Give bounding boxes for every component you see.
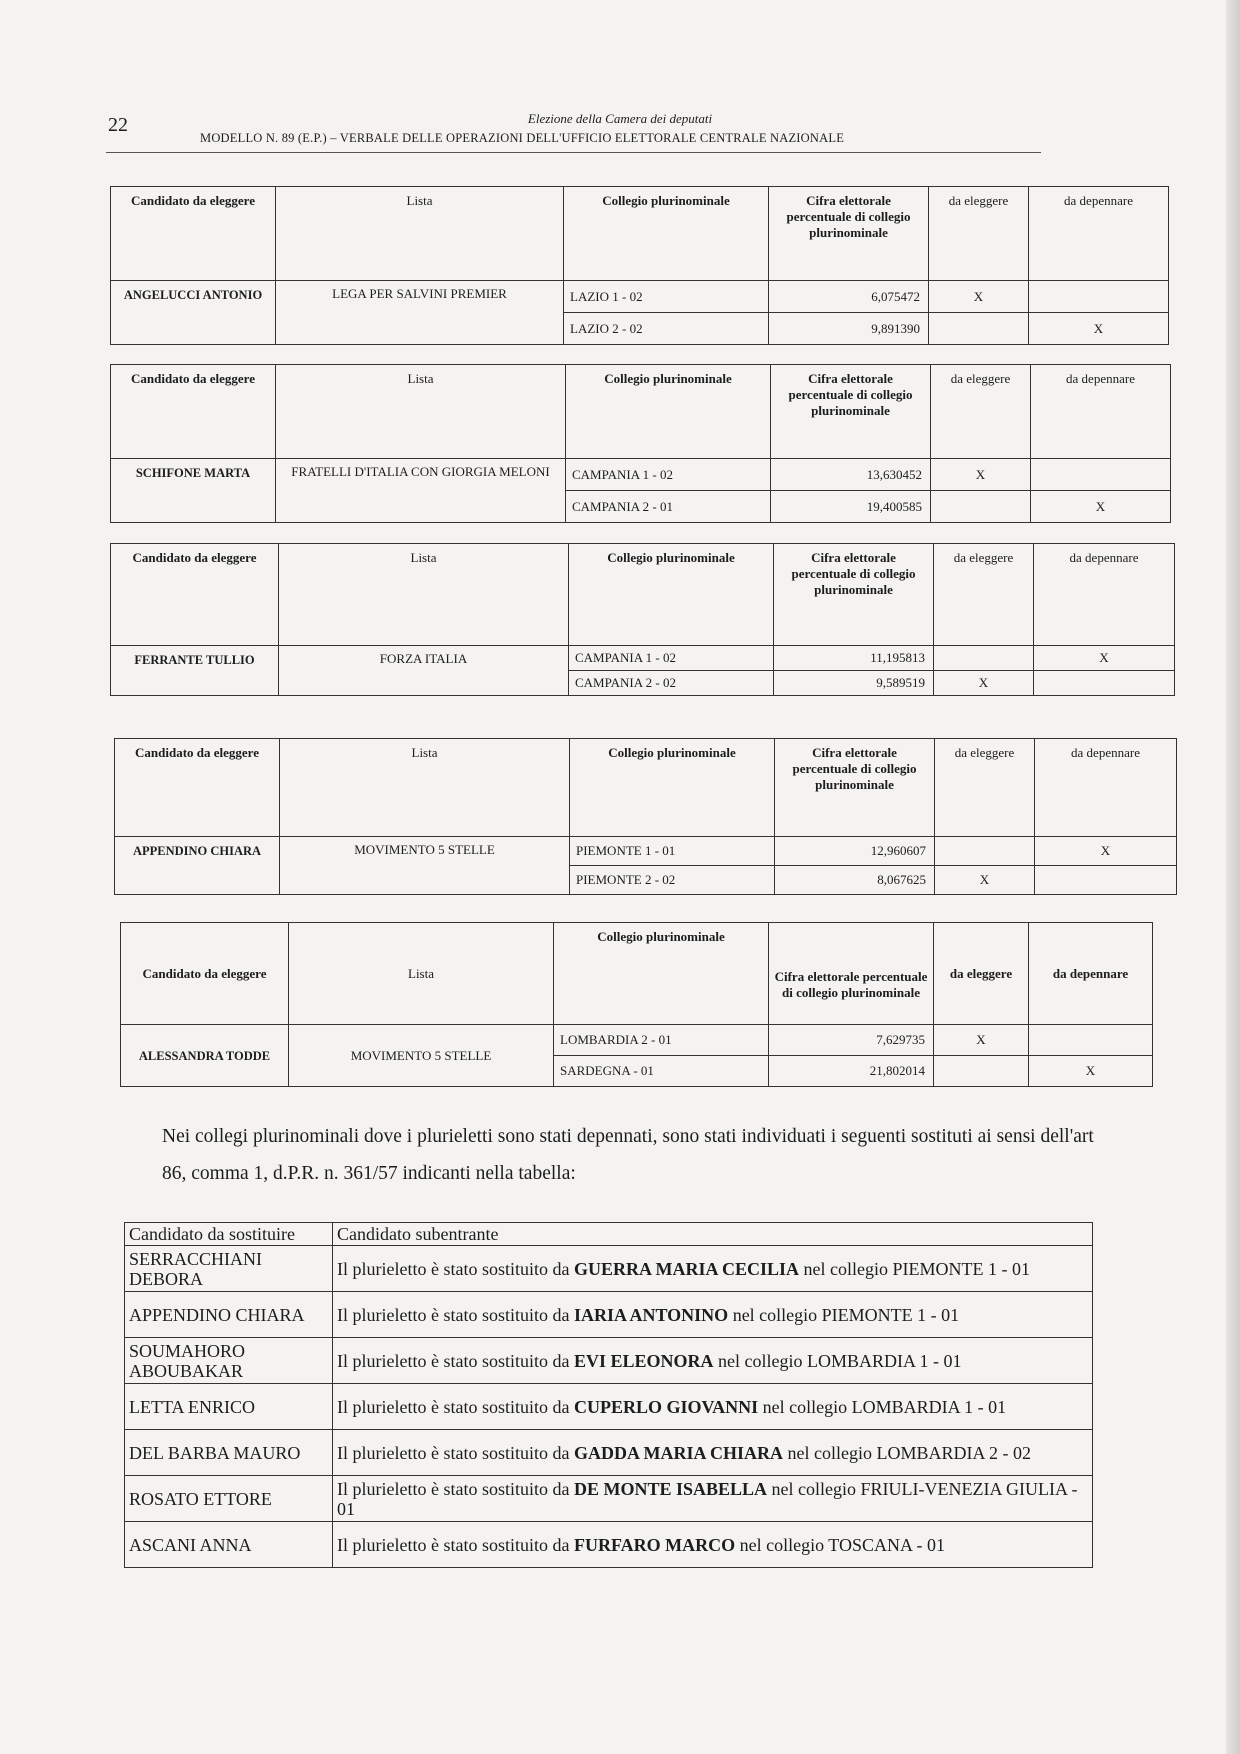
cifra-cell: 13,630452 — [771, 459, 931, 491]
cifra-cell: 21,802014 — [769, 1056, 934, 1087]
collegio-cell: PIEMONTE 2 - 02 — [570, 866, 775, 895]
replaced-candidate: LETTA ENRICO — [125, 1384, 333, 1430]
substitute-prefix: Il plurieletto è stato sostituito da — [337, 1258, 570, 1279]
table-row — [125, 1522, 1093, 1568]
col-eleggere: da eleggere — [934, 923, 1029, 1025]
col-candidato: Candidato da eleggere — [115, 739, 280, 837]
collegio-cell: LAZIO 1 - 02 — [564, 281, 769, 313]
col-collegio: Collegio plurinominale — [564, 187, 769, 281]
replaced-candidate: APPENDINO CHIARA — [125, 1292, 333, 1338]
cifra-cell: 9,589519 — [774, 671, 934, 696]
col-collegio: Collegio plurinominale — [566, 365, 771, 459]
candidate-table-5 — [120, 922, 1153, 1087]
eleggere-mark — [934, 1056, 1029, 1087]
col-cifra: Cifra elettorale percentuale di collegio plurinominale — [774, 544, 934, 646]
substitute-collegio: LOMBARDIA 2 - 02 — [876, 1442, 1031, 1463]
cifra-cell: 11,195813 — [774, 646, 934, 671]
collegio-connector: nel collegio — [803, 1258, 888, 1279]
col-collegio: Collegio plurinominale — [554, 923, 769, 1025]
depennare-mark — [1035, 866, 1177, 895]
replaced-candidate: SOUMAHORO ABOUBAKAR — [125, 1338, 333, 1384]
table-row — [125, 1246, 1093, 1292]
candidate-lista: FORZA ITALIA — [279, 646, 569, 696]
replaced-candidate: ASCANI ANNA — [125, 1522, 333, 1568]
substitute-name: EVI ELEONORA — [573, 1350, 714, 1371]
table-row — [125, 1384, 1093, 1430]
col-lista: Lista — [279, 544, 569, 646]
substitute-description — [333, 1430, 1093, 1476]
col-cifra: Cifra elettorale percentuale di collegio plurinominale — [775, 739, 935, 837]
substitute-collegio: PIEMONTE 1 - 01 — [821, 1304, 960, 1325]
col-candidato: Candidato da eleggere — [121, 923, 289, 1025]
candidate-name: ALESSANDRA TODDE — [121, 1025, 289, 1087]
substitute-description — [333, 1522, 1093, 1568]
cifra-cell: 9,891390 — [769, 313, 929, 345]
eleggere-mark — [934, 646, 1034, 671]
depennare-mark — [1029, 281, 1169, 313]
col-cifra: Cifra elettorale percentuale di collegio plurinominale — [769, 923, 934, 1025]
substitute-name: GUERRA MARIA CECILIA — [573, 1258, 799, 1279]
col-eleggere: da eleggere — [934, 544, 1034, 646]
col-depennare: da depennare — [1029, 187, 1169, 281]
collegio-cell: LOMBARDIA 2 - 01 — [554, 1025, 769, 1056]
candidate-name: SCHIFONE MARTA — [111, 459, 276, 523]
eleggere-mark: X — [931, 459, 1031, 491]
eleggere-mark — [935, 837, 1035, 866]
substitute-prefix: Il plurieletto è stato sostituito da — [337, 1442, 570, 1463]
replaced-candidate: DEL BARBA MAURO — [125, 1430, 333, 1476]
col-eleggere: da eleggere — [929, 187, 1029, 281]
candidate-table-3 — [110, 543, 1175, 696]
substitute-name: DE MONTE ISABELLA — [573, 1478, 768, 1499]
collegio-cell: CAMPANIA 2 - 01 — [566, 491, 771, 523]
depennare-mark: X — [1034, 646, 1175, 671]
substitute-name: CUPERLO GIOVANNI — [573, 1396, 759, 1417]
replaced-candidate: ROSATO ETTORE — [125, 1476, 333, 1522]
candidate-table-4 — [114, 738, 1177, 895]
col-collegio: Collegio plurinominale — [570, 739, 775, 837]
cifra-cell: 7,629735 — [769, 1025, 934, 1056]
collegio-connector: nel collegio — [771, 1478, 856, 1499]
page-edge-shadow — [1226, 0, 1240, 1754]
eleggere-mark: X — [934, 671, 1034, 696]
collegio-cell: SARDEGNA - 01 — [554, 1056, 769, 1087]
substitute-description — [333, 1246, 1093, 1292]
eleggere-mark: X — [934, 1025, 1029, 1056]
document-subtitle: MODELLO N. 89 (E.P.) – VERBALE DELLE OPERAZIONI DELL'UFFICIO ELETTORALE CENTRALE NAZIONALE — [200, 131, 845, 145]
document-title: Elezione della Camera dei deputati — [527, 111, 713, 126]
col-depennare: da depennare — [1035, 739, 1177, 837]
eleggere-mark: X — [935, 866, 1035, 895]
collegio-cell: CAMPANIA 1 - 02 — [566, 459, 771, 491]
eleggere-mark — [929, 313, 1029, 345]
substitute-prefix: Il plurieletto è stato sostituito da — [337, 1534, 570, 1555]
depennare-mark — [1029, 1025, 1153, 1056]
table-row — [125, 1430, 1093, 1476]
candidate-name: ANGELUCCI ANTONIO — [111, 281, 276, 345]
collegio-cell: LAZIO 2 - 02 — [564, 313, 769, 345]
col-lista: Lista — [280, 739, 570, 837]
col-candidato: Candidato da eleggere — [111, 365, 276, 459]
substitution-note: Nei collegi plurinominali dove i plurieletti sono stati depennati, sono stati individuati i seguenti sostituti ai sensi dell'art 86, comma 1, d.P.R. n. 361/57 indicanti nella tabella: — [162, 1126, 1094, 1184]
collegio-connector: nel collegio — [732, 1304, 818, 1325]
candidate-table-1 — [110, 186, 1169, 345]
collegio-connector: nel collegio — [787, 1442, 872, 1463]
substitute-name: GADDA MARIA CHIARA — [573, 1442, 783, 1463]
cifra-cell: 19,400585 — [771, 491, 931, 523]
candidate-name: APPENDINO CHIARA — [115, 837, 280, 895]
replaced-candidate: SERRACCHIANI DEBORA — [125, 1246, 333, 1292]
table-row — [125, 1292, 1093, 1338]
substitute-name: IARIA ANTONINO — [573, 1304, 729, 1325]
col-eleggere: da eleggere — [931, 365, 1031, 459]
substitute-description — [333, 1338, 1093, 1384]
substitute-collegio: LOMBARDIA 1 - 01 — [851, 1396, 1007, 1417]
cifra-cell: 6,075472 — [769, 281, 929, 313]
collegio-connector: nel collegio — [762, 1396, 848, 1417]
substitute-prefix: Il plurieletto è stato sostituito da — [337, 1304, 570, 1325]
substitute-collegio: PIEMONTE 1 - 01 — [892, 1258, 1030, 1279]
substitute-collegio: LOMBARDIA 1 - 01 — [806, 1350, 962, 1371]
collegio-connector: nel collegio — [718, 1350, 803, 1371]
candidate-lista: MOVIMENTO 5 STELLE — [289, 1025, 554, 1087]
subst-header-substitute: Candidato subentrante — [333, 1223, 1093, 1246]
eleggere-mark: X — [929, 281, 1029, 313]
col-depennare: da depennare — [1031, 365, 1171, 459]
depennare-mark: X — [1029, 1056, 1153, 1087]
col-cifra: Cifra elettorale percentuale di collegio plurinominale — [771, 365, 931, 459]
depennare-mark: X — [1031, 491, 1171, 523]
depennare-mark — [1031, 459, 1171, 491]
col-lista: Lista — [276, 365, 566, 459]
collegio-cell: PIEMONTE 1 - 01 — [570, 837, 775, 866]
candidate-lista: MOVIMENTO 5 STELLE — [280, 837, 570, 895]
substitutes-table — [124, 1222, 1093, 1568]
substitute-prefix: Il plurieletto è stato sostituito da — [337, 1350, 570, 1371]
col-eleggere: da eleggere — [935, 739, 1035, 837]
col-lista: Lista — [276, 187, 564, 281]
collegio-connector: nel collegio — [739, 1534, 825, 1555]
substitute-description — [333, 1292, 1093, 1338]
depennare-mark — [1034, 671, 1175, 696]
candidate-name: FERRANTE TULLIO — [111, 646, 279, 696]
cifra-cell: 12,960607 — [775, 837, 935, 866]
subst-header-replaced: Candidato da sostituire — [125, 1223, 333, 1246]
candidate-lista: FRATELLI D'ITALIA CON GIORGIA MELONI — [276, 459, 566, 523]
substitute-description — [333, 1384, 1093, 1430]
col-candidato: Candidato da eleggere — [111, 187, 276, 281]
eleggere-mark — [931, 491, 1031, 523]
candidate-lista: LEGA PER SALVINI PREMIER — [276, 281, 564, 345]
substitute-collegio: FRIULI-VENEZIA GIULIA - 01 — [337, 1478, 1078, 1519]
col-cifra: Cifra elettorale percentuale di collegio plurinominale — [769, 187, 929, 281]
col-lista: Lista — [289, 923, 554, 1025]
page-number: 22 — [108, 114, 128, 136]
collegio-cell: CAMPANIA 2 - 02 — [569, 671, 774, 696]
col-depennare: da depennare — [1034, 544, 1175, 646]
col-collegio: Collegio plurinominale — [569, 544, 774, 646]
substitute-description — [333, 1476, 1093, 1522]
depennare-mark: X — [1035, 837, 1177, 866]
substitute-prefix: Il plurieletto è stato sostituito da — [337, 1478, 570, 1499]
col-candidato: Candidato da eleggere — [111, 544, 279, 646]
depennare-mark: X — [1029, 313, 1169, 345]
cifra-cell: 8,067625 — [775, 866, 935, 895]
table-row — [125, 1338, 1093, 1384]
substitute-name: FURFARO MARCO — [573, 1534, 736, 1555]
substitute-collegio: TOSCANA - 01 — [828, 1534, 945, 1555]
table-row — [125, 1476, 1093, 1522]
substitute-prefix: Il plurieletto è stato sostituito da — [337, 1396, 570, 1417]
collegio-cell: CAMPANIA 1 - 02 — [569, 646, 774, 671]
header-divider — [106, 152, 1041, 153]
col-depennare: da depennare — [1029, 923, 1153, 1025]
candidate-table-2 — [110, 364, 1171, 523]
